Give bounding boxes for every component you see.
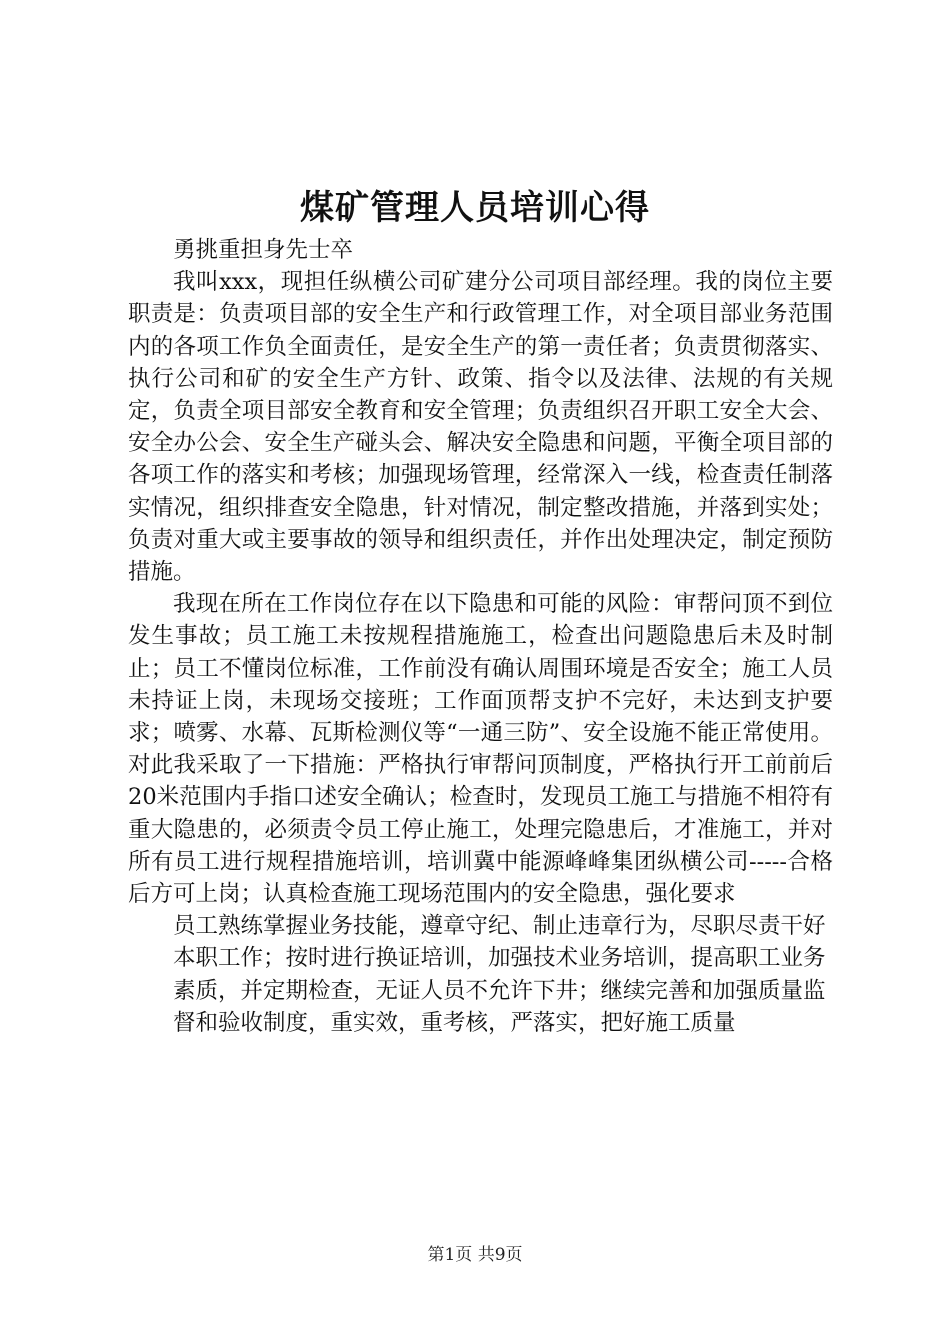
paragraph-2: 我现在所在工作岗位存在以下隐患和可能的风险：审帮问顶不到位发生事故；员工施工未按规程措施施工，检查出问题隐患后未及时制止；员工不懂岗位标准，工作前没有确认周围环境是否安全；施工人员未持证上岗，未现场交接班；工作面顶帮支护不完好，未达到支护要求；喷雾、水幕、瓦斯检测仪等“一通三防”、安全设施不能正常使用。对此我采取了一下措施：严格执行审帮问顶制度，严格执行开工前前后20米范围内手指口述安全确认；检查时，发现员工施工与措施不相符有重大隐患的，必须责令员工停止施工，处理完隐患后，才准施工，并对所有员工进行规程措施培训，培训冀中能源峰峰集团纵横公司-----合格后方可上岗；认真检查施工现场范围内的安全隐患，强化要求 (128, 591, 833, 908)
subtitle-line: 勇挑重担身先士卒 (173, 237, 354, 263)
document-body (128, 234, 833, 1039)
document-title: 煤矿管理人员培训心得 (300, 188, 650, 228)
paragraph-3: 员工熟练掌握业务技能，遵章守纪、制止违章行为，尽职尽责干好 (173, 913, 826, 940)
paragraph-5: 素质，并定期检查，无证人员不允许下井；继续完善和加强质量监 (173, 977, 826, 1004)
paragraph-6: 督和验收制度，重实效，重考核，严落实，把好施工质量 (173, 1009, 736, 1036)
paragraph-4: 本职工作；按时进行换证培训，加强技术业务培训，提高职工业务 (173, 945, 826, 972)
page-number-footer: 第1页 共9页 (427, 1245, 523, 1265)
paragraph-1: 我叫xxx，现担任纵横公司矿建分公司项目部经理。我的岗位主要职责是：负责项目部的安全生产和行政管理工作，对全项目部业务范围内的各项工作负全面责任，是安全生产的第一责任者；负责贯彻落实、执行公司和矿的安全生产方针、政策、指令以及法律、法规的有关规定，负责全项目部安全教育和安全管理；负责组织召开职工安全大会、安全办公会、安全生产碰头会、解决安全隐患和问题，平衡全项目部的各项工作的落实和考核；加强现场管理，经常深入一线，检查责任制落实情况，组织排查安全隐患，针对情况，制定整改措施，并落到实处；负责对重大或主要事故的领导和组织责任，并作出处理决定，制定预防措施。 (128, 269, 833, 586)
